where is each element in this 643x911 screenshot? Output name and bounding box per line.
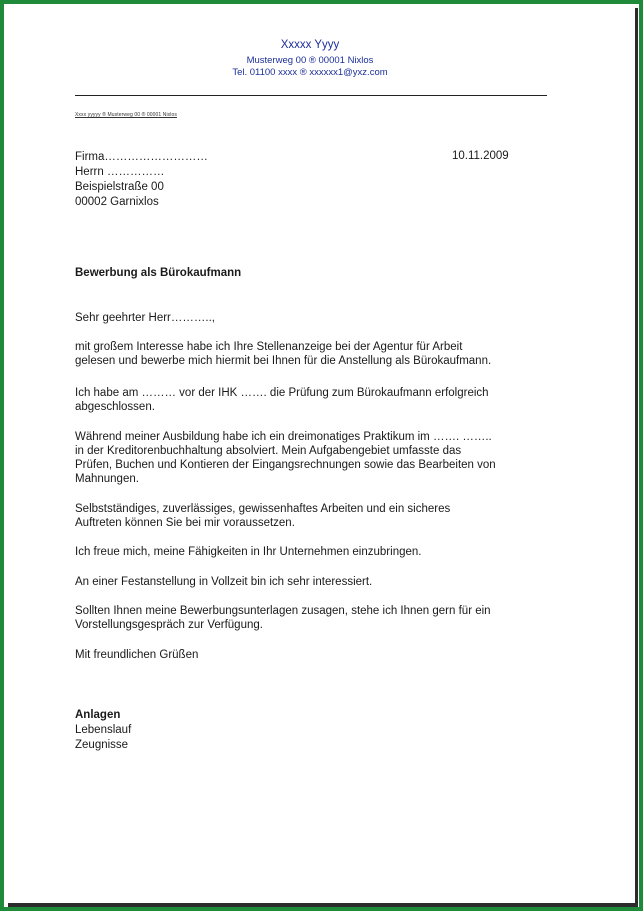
recipient-company: Firma……………………… [75, 151, 208, 163]
paragraph-line: Ich freue mich, meine Fähigkeiten in Ihr Unternehmen einzubringen. [75, 546, 422, 558]
paragraph-line: mit großem Interesse habe ich Ihre Stellenanzeige bei der Agentur für Arbeit [75, 341, 463, 353]
letter-date: 10.11.2009 [452, 150, 509, 162]
header-divider [75, 95, 547, 96]
paragraph-6 [75, 575, 555, 589]
paragraph-line: An einer Festanstellung in Vollzeit bin ich sehr interessiert. [75, 576, 373, 588]
paragraph-line: Auftreten können Sie bei mir voraussetzen. [75, 517, 295, 529]
paragraph-line: Mahnungen. [75, 473, 139, 485]
paragraph-3 [75, 430, 555, 486]
paragraph-line: Sollten Ihnen meine Bewerbungsunterlagen zusagen, stehe ich Ihnen gern für ein [75, 605, 491, 617]
paragraph-2 [75, 386, 555, 414]
paragraph-line: in der Kreditorenbuchhaltung absolviert. Mein Aufgabengebiet umfasste das [75, 445, 462, 457]
paragraph-line: Während meiner Ausbildung habe ich ein dreimonatiges Praktikum im ……. …….. [75, 431, 492, 443]
attachments-title: Anlagen [75, 709, 121, 721]
recipient-street: Beispielstraße 00 [75, 181, 164, 193]
return-address-line: Xxxx yyyyy ® Musterweg 00 ® 00001 Nixlos [75, 112, 177, 118]
paragraph-line: Prüfen, Buchen und Kontieren der Eingangsrechnungen sowie das Bearbeiten von [75, 459, 496, 471]
paragraph-1 [75, 340, 555, 368]
recipient-person: Herrn …………… [75, 166, 165, 178]
attachment-item: Lebenslauf [75, 724, 132, 736]
attachment-item: Zeugnisse [75, 739, 129, 751]
sender-name: Xxxxx Yyyy [280, 39, 340, 51]
sender-contact: Tel. 01100 xxxx ® xxxxxx1@yxz.com [232, 67, 388, 78]
recipient-block [75, 150, 208, 210]
recipient-city: 00002 Garnixlos [75, 196, 159, 208]
salutation: Sehr geehrter Herr……….., [75, 312, 215, 324]
letter-subject: Bewerbung als Bürokaufmann [75, 267, 242, 279]
paragraph-4 [75, 502, 555, 530]
paragraph-line: Selbstständiges, zuverlässiges, gewissenhaftes Arbeiten und ein sicheres [75, 503, 451, 515]
closing: Mit freundlichen Grüßen [75, 649, 199, 661]
paragraph-line: Ich habe am ……… vor der IHK ……. die Prüfung zum Bürokaufmann erfolgreich [75, 387, 489, 399]
paragraph-line: Vorstellungsgespräch zur Verfügung. [75, 619, 263, 631]
paragraph-7 [75, 604, 555, 632]
attachments [75, 708, 131, 753]
paragraph-line: abgeschlossen. [75, 401, 155, 413]
paragraph-5 [75, 545, 555, 559]
sender-address: Musterweg 00 ® 00001 Nixlos [246, 55, 374, 66]
paragraph-line: gelesen und bewerbe mich hiermit bei Ihnen für die Anstellung als Bürokaufmann. [75, 355, 492, 367]
